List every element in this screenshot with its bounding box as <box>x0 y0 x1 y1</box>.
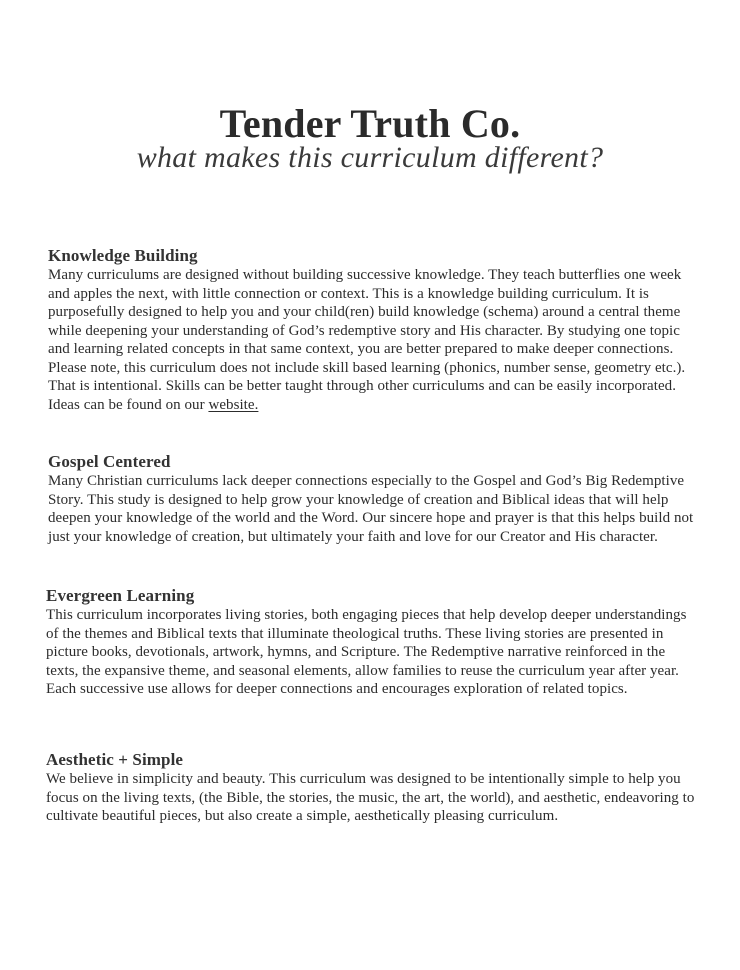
section-body: Many Christian curriculums lack deeper connections especially to the Gospel and God’s Big Redemptive Story. This study is designed to help grow your knowledge of creation and Biblical ideas that will help deepen your knowledge of the world and the Word. Our sincere hope and prayer is that this helps build not just your knowledge of creation, but ultimately your faith and love for our Creator and His character. <box>48 473 694 545</box>
section-aesthetic-simple <box>46 750 696 826</box>
section-body-text: Many curriculums are designed without building successive knowledge. They teach butterflies one week and apples the next, with little connection or context. This is a knowledge building curriculum. It is purposefully designed to help you and your child(ren) build knowledge (schema) around a central theme while deepening your understanding of God’s redemptive story and His character. By studying one topic and learning related concepts in that same context, you are better prepared to make deeper connections. Please note, this curriculum does not include skill based learning (phonics, number sense, geometry etc.). That is intentional. Skills can be better taught through other curriculums and can be easily incorporated. Ideas can be found on our <box>48 267 686 413</box>
website-link[interactable]: website. <box>208 396 259 413</box>
section-evergreen-learning <box>46 586 696 699</box>
page-header <box>0 100 740 176</box>
section-heading: Evergreen Learning <box>46 586 195 605</box>
page-title: Tender Truth Co. <box>219 101 521 146</box>
section-heading: Aesthetic + Simple <box>46 750 184 769</box>
section-body: We believe in simplicity and beauty. This curriculum was designed to be intentionally simple to help you focus on the living texts, (the Bible, the stories, the music, the art, the world), and aesthetic, endeavoring to cultivate beautiful pieces, but also create a simple, aesthetically pleasing curriculum. <box>46 771 695 824</box>
page-subtitle: what makes this curriculum different? <box>136 141 604 174</box>
section-gospel-centered <box>48 452 698 546</box>
section-heading: Knowledge Building <box>48 246 198 265</box>
section-body <box>48 266 698 414</box>
section-body: This curriculum incorporates living stories, both engaging pieces that help develop deeper understandings of the themes and Biblical texts that illuminate theological truths. These living stories are presented in picture books, devotionals, artwork, hymns, and Scripture. The Redemptive narrative reinforced in the texts, the expansive theme, and seasonal elements, allow families to reuse the curriculum year after year. Each successive use allows for deeper connections and encourages exploration of related topics. <box>46 607 687 697</box>
section-knowledge-building <box>48 246 698 414</box>
section-heading: Gospel Centered <box>48 452 171 471</box>
